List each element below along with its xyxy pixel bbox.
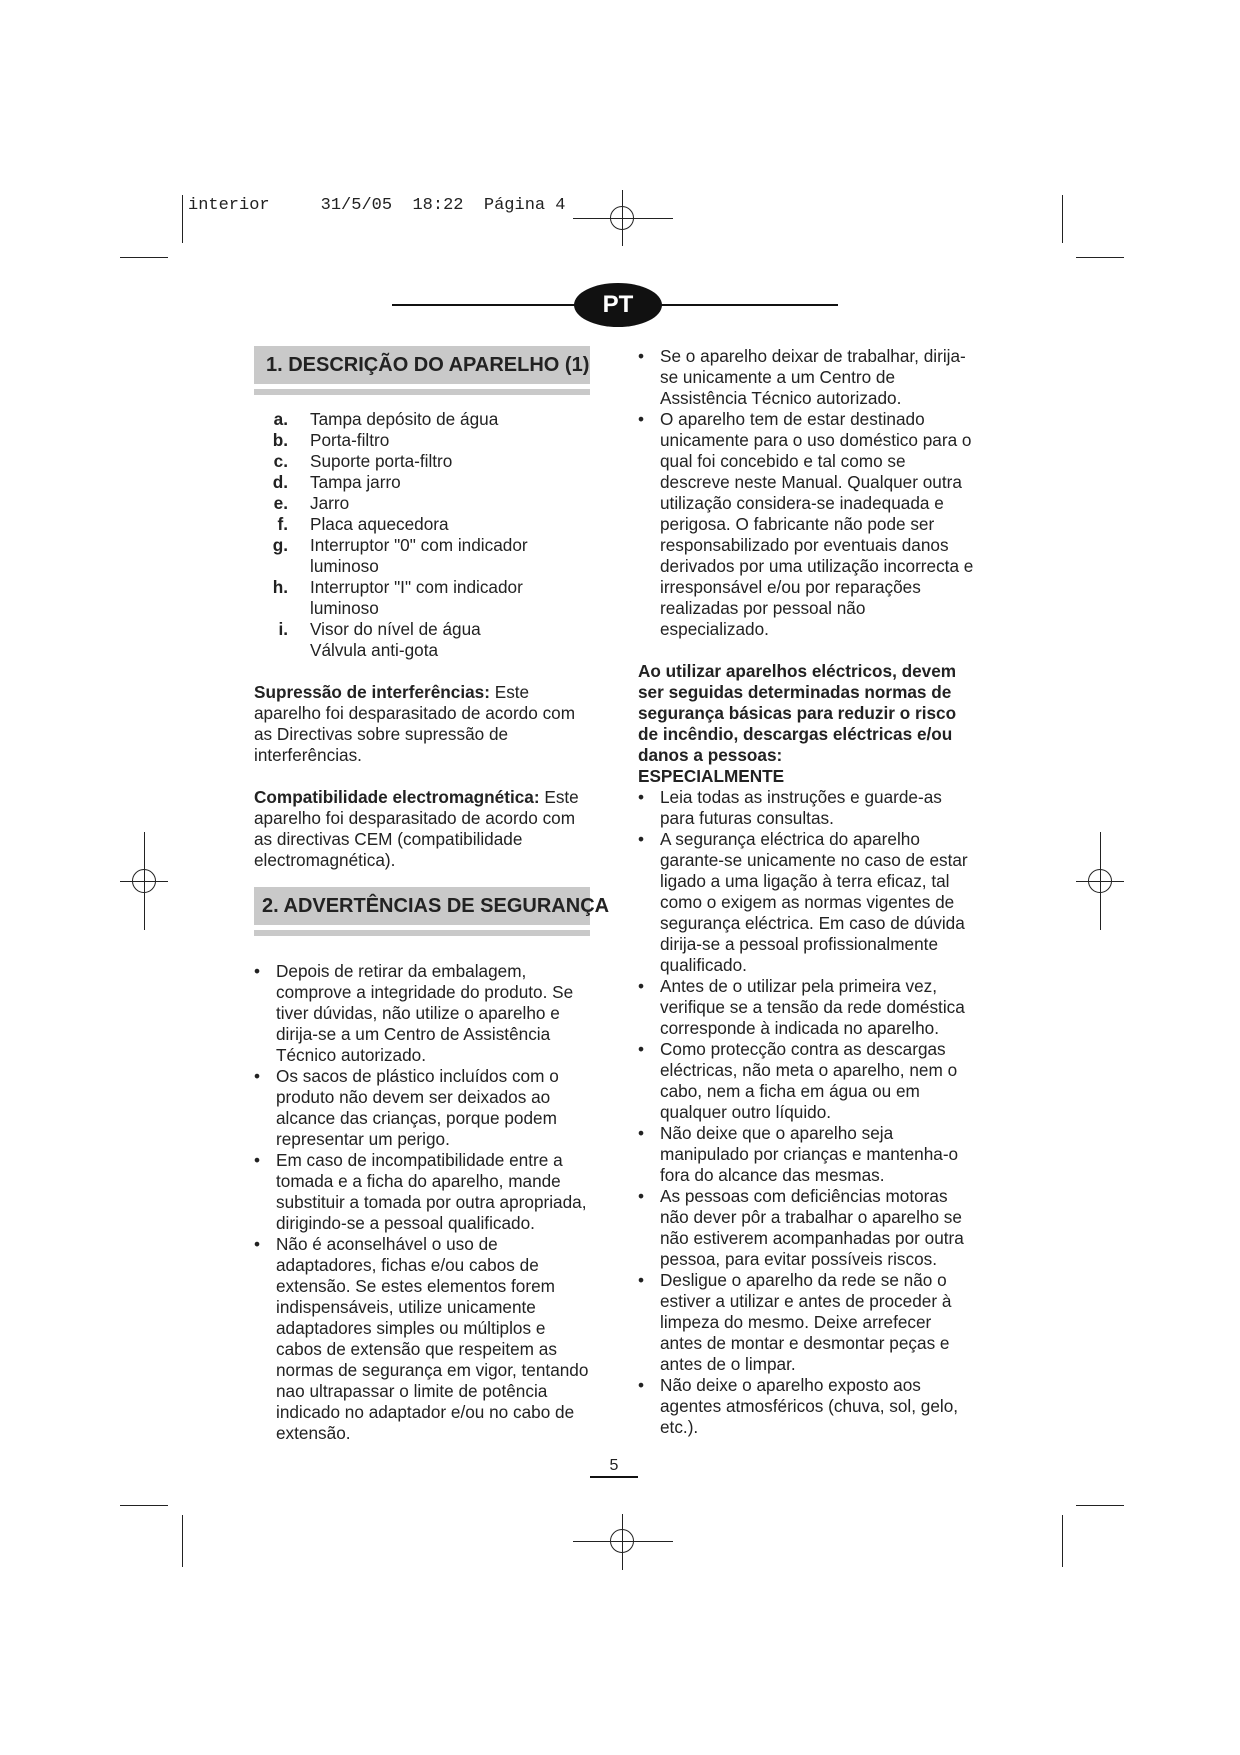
list-item — [638, 1186, 976, 1270]
bullet-text: Não deixe o aparelho exposto aos agentes atmosféricos (chuva, sol, gelo, etc.). — [660, 1375, 959, 1437]
bullet-icon: • — [638, 409, 645, 429]
page-number: 5 — [590, 1456, 638, 1478]
list-item — [254, 451, 590, 472]
bullet-text: O aparelho tem de estar destinado unicamente para o uso doméstico para o qual foi concebido e tal como se descreve neste Manual. Qualquer outra utilização considera-se inadequada e perigosa. O fabricante não pode ser responsabilizado por eventuais danos derivados por uma utilização incorrecta e irresponsável e/ou por reparações realizadas por pessoal não especializado. — [660, 409, 974, 639]
bullet-text: Desligue o aparelho da rede se não o estiver a utilizar e antes de proceder à limpeza do mesmo. Deixe arrefecer antes de montar e desmontar peças e antes de o limpar. — [660, 1270, 952, 1374]
list-item — [254, 430, 590, 451]
crop-mark — [120, 257, 168, 258]
list-item — [638, 1039, 976, 1123]
section-heading — [254, 346, 590, 384]
bullet-text: A segurança eléctrica do aparelho garante-se unicamente no caso de estar ligado a uma ligação à terra eficaz, tal como o exigem as normas vigentes de segurança eléctrica. Em caso de dúvida dirija-se a pessoal profissionalmente qualificado. — [660, 829, 968, 975]
slug-page: Página 4 — [483, 196, 566, 215]
bullet-text: Se o aparelho deixar de trabalhar, dirija-se unicamente a um Centro de Assistência Técnico autorizado. — [660, 346, 966, 408]
bullet-icon: • — [254, 1066, 261, 1086]
item-letter — [254, 640, 310, 661]
item-letter: i. — [278, 619, 288, 639]
item-text: Válvula anti-gota — [310, 640, 439, 660]
print-slug — [188, 196, 566, 215]
bullet-icon: • — [638, 1375, 645, 1395]
header-rule-left — [392, 304, 582, 306]
item-letter: d. — [272, 472, 288, 492]
parts-list — [254, 409, 590, 661]
item-text: Jarro — [310, 493, 350, 513]
crop-mark — [1076, 1505, 1124, 1506]
crop-mark — [1062, 195, 1063, 243]
crop-mark — [182, 195, 183, 243]
item-text: Placa aquecedora — [310, 514, 449, 534]
list-item — [254, 535, 590, 577]
list-item — [638, 829, 976, 976]
item-letter: h. — [272, 577, 288, 597]
especially-label: ESPECIALMENTE — [638, 766, 785, 786]
suppression-paragraph — [254, 682, 590, 766]
item-letter: g. — [272, 535, 288, 555]
bullet-icon: • — [638, 1039, 645, 1059]
bullet-icon: • — [638, 346, 645, 366]
list-item — [254, 577, 590, 619]
section-heading — [254, 887, 610, 925]
list-item — [254, 640, 590, 661]
bullet-text: Não é aconselhável o uso de adaptadores, fichas e/ou cabos de extensão. Se estes elementos forem indispensáveis, utilize unicamente adaptadores simples ou múltiplos e cabos de extensão que respeitem as normas de segurança em vigor, tentando nao ultrapassar o limite de potência indicado no adaptador e/ou no cabo de extensão. — [276, 1234, 589, 1443]
slug-time: 18:22 — [412, 196, 464, 215]
list-item — [254, 514, 590, 535]
list-item — [638, 346, 976, 409]
item-letter: a. — [273, 409, 288, 429]
bullet-text: Como protecção contra as descargas eléctricas, não meta o aparelho, nem o cabo, nem a ficha em água ou em qualquer outro líquido. — [660, 1039, 958, 1122]
list-item — [254, 1234, 590, 1444]
list-item — [638, 1375, 976, 1438]
item-text: Interruptor "0" com indicador luminoso — [310, 535, 528, 576]
right-column — [638, 346, 976, 1438]
registration-circle — [610, 206, 634, 230]
list-item — [254, 619, 590, 640]
language-badge: PT — [574, 283, 662, 327]
item-text: Interruptor "I" com indicador luminoso — [310, 577, 523, 618]
bullet-text: Depois de retirar da embalagem, comprove a integridade do produto. Se tiver dúvidas, não utilize o aparelho e dirija-se a um Centro de Assistência Técnico autorizado. — [276, 961, 574, 1065]
item-letter: e. — [273, 493, 288, 513]
bullet-icon: • — [638, 976, 645, 996]
bullet-text: Não deixe que o aparelho seja manipulado por crianças e mantenha-o fora do alcance das mesmas. — [660, 1123, 959, 1185]
emc-paragraph — [254, 787, 590, 871]
registration-circle — [132, 869, 156, 893]
item-text: Porta-filtro — [310, 430, 390, 450]
registration-circle — [610, 1529, 634, 1553]
list-item — [254, 493, 590, 514]
list-item — [254, 472, 590, 493]
section1-title: 1. DESCRIÇÃO DO APARELHO (1) — [266, 354, 590, 376]
item-letter: c. — [273, 451, 288, 471]
warning-intro: Ao utilizar aparelhos eléctricos, devem ser seguidas determinadas normas de segurança básicas para reduzir o risco de incêndio, descargas eléctricas e/ou danos a pessoas: — [638, 661, 957, 765]
bullet-icon: • — [638, 1123, 645, 1143]
item-letter: f. — [277, 514, 288, 534]
list-item — [638, 1270, 976, 1375]
bullet-text: Os sacos de plástico incluídos com o produto não devem ser deixados ao alcance das crianças, porque podem representar um perigo. — [276, 1066, 559, 1149]
list-item — [254, 409, 590, 430]
bullet-text: Antes de o utilizar pela primeira vez, verifique se a tensão da rede doméstica corresponde à indicada no aparelho. — [660, 976, 965, 1038]
bullet-icon: • — [254, 961, 261, 981]
left-column — [254, 346, 610, 1444]
registration-circle — [1088, 869, 1112, 893]
emc-text: Este aparelho foi desparasitado de acordo com as directivas CEM (compatibilidade electromagnética). — [254, 787, 579, 870]
section2-title: 2. ADVERTÊNCIAS DE SEGURANÇA — [262, 895, 610, 917]
safety-list-bottom — [638, 787, 976, 1438]
item-text: Tampa depósito de água — [310, 409, 499, 429]
crop-mark — [1076, 257, 1124, 258]
header-rule-right — [656, 304, 838, 306]
list-item — [638, 787, 976, 829]
crop-mark — [120, 1505, 168, 1506]
list-item — [638, 409, 976, 640]
item-text: Suporte porta-filtro — [310, 451, 453, 471]
bullet-icon: • — [638, 1270, 645, 1290]
bullet-icon: • — [254, 1150, 261, 1170]
section-rule — [254, 930, 590, 936]
slug-date: 31/5/05 — [320, 196, 393, 215]
bullet-text: As pessoas com deficiências motoras não dever pôr a trabalhar o aparelho se não estiverem acompanhadas por outra pessoa, para evitar possíveis riscos. — [660, 1186, 964, 1269]
safety-list — [254, 961, 590, 1444]
safety-list-top — [638, 346, 976, 640]
list-item — [254, 1150, 590, 1234]
suppression-label: Supressão de interferências: — [254, 682, 490, 702]
item-text: Tampa jarro — [310, 472, 401, 492]
item-text: Visor do nível de água — [310, 619, 481, 639]
bullet-text: Em caso de incompatibilidade entre a tomada e a ficha do aparelho, mande substituir a tomada por outra apropriada, dirigindo-se a pessoal qualificado. — [276, 1150, 587, 1233]
emc-label: Compatibilidade electromagnética: — [254, 787, 540, 807]
list-item — [254, 961, 590, 1066]
item-letter: b. — [272, 430, 288, 450]
suppression-text: Este aparelho foi desparasitado de acordo com as Directivas sobre supressão de interferências. — [254, 682, 576, 765]
crop-mark — [182, 1515, 183, 1567]
bullet-text: Leia todas as instruções e guarde-as para futuras consultas. — [660, 787, 942, 828]
list-item — [638, 1123, 976, 1186]
list-item — [638, 976, 976, 1039]
bullet-icon: • — [254, 1234, 261, 1254]
list-item — [254, 1066, 590, 1150]
slug-file: interior — [188, 196, 270, 215]
crop-mark — [1062, 1515, 1063, 1567]
bullet-icon: • — [638, 829, 645, 849]
bullet-icon: • — [638, 787, 645, 807]
bullet-icon: • — [638, 1186, 645, 1206]
section-rule — [254, 389, 590, 395]
